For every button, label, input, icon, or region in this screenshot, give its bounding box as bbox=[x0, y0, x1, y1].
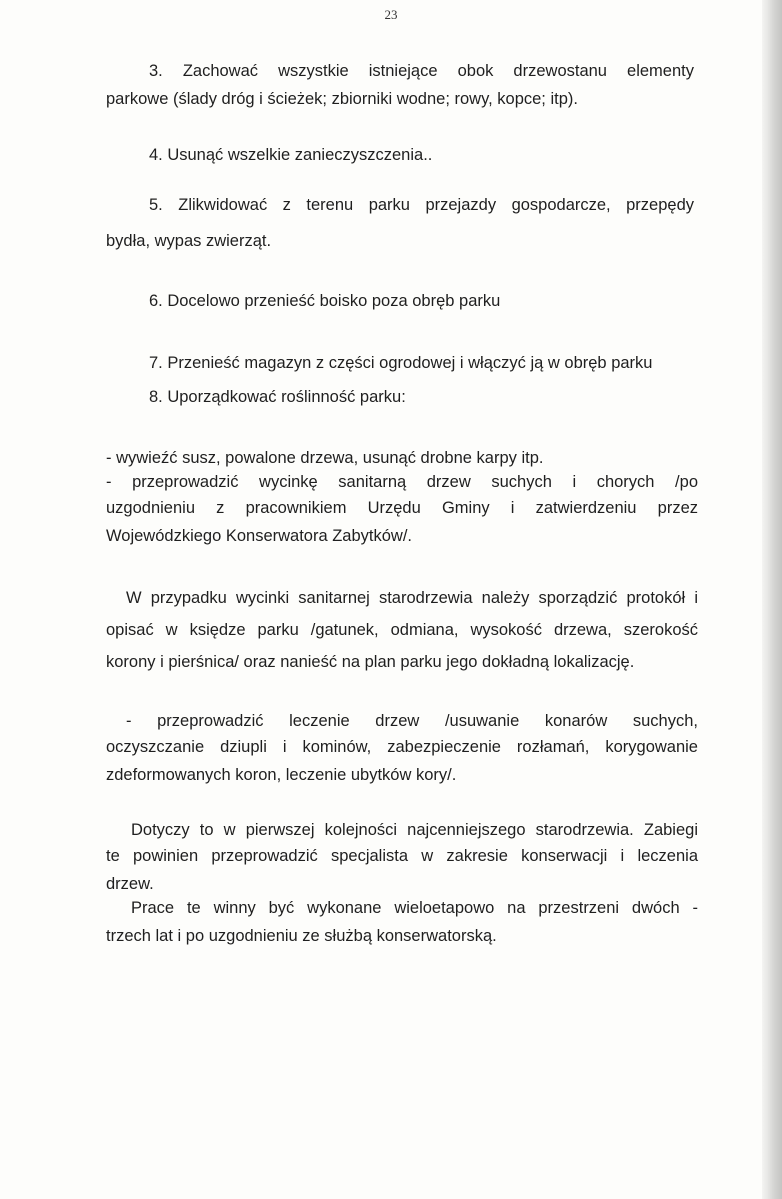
page-edge bbox=[762, 0, 782, 1199]
text-line: Prace te winny być wykonane wieloetapowo na przestrzeni dwóch - bbox=[131, 899, 698, 917]
text-line: parkowe (ślady dróg i ścieżek; zbiorniki wodne; rowy, kopce; itp). bbox=[106, 90, 578, 108]
text-line: W przypadku wycinki sanitarnej starodrzewia należy sporządzić protokół i bbox=[126, 589, 698, 607]
text-line: Wojewódzkiego Konserwatora Zabytków/. bbox=[106, 527, 413, 545]
text-line: 6. Docelowo przenieść boisko poza obręb parku bbox=[149, 292, 501, 310]
text-line: bydła, wypas zwierząt. bbox=[106, 232, 272, 250]
text-line: opisać w księdze parku /gatunek, odmiana, wysokość drzewa, szerokość bbox=[106, 621, 698, 639]
text-line: - przeprowadzić leczenie drzew /usuwanie konarów suchych, bbox=[126, 712, 698, 730]
text-line: oczyszczanie dziupli i kominów, zabezpieczenie rozłamań, korygowanie bbox=[106, 738, 698, 756]
text-line: te powinien przeprowadzić specjalista w zakresie konserwacji i leczenia bbox=[106, 847, 698, 865]
text-line: uzgodnieniu z pracownikiem Urzędu Gminy i zatwierdzeniu przez bbox=[106, 499, 698, 517]
text-line: zdeformowanych koron, leczenie ubytków kory/. bbox=[106, 766, 457, 784]
text-line: 5. Zlikwidować z terenu parku przejazdy gospodarcze, przepędy bbox=[149, 196, 694, 214]
text-line: - wywieźć susz, powalone drzewa, usunąć drobne karpy itp. bbox=[106, 449, 544, 467]
text-line: - przeprowadzić wycinkę sanitarną drzew suchych i chorych /po bbox=[106, 473, 698, 491]
text-line: drzew. bbox=[106, 875, 154, 893]
text-line: 3. Zachować wszystkie istniejące obok drzewostanu elementy bbox=[149, 62, 694, 80]
page-number: 23 bbox=[384, 7, 398, 22]
text-line: 4. Usunąć wszelkie zanieczyszczenia.. bbox=[149, 146, 433, 164]
text-line: korony i pierśnica/ oraz nanieść na plan parku jego dokładną lokalizację. bbox=[106, 653, 635, 671]
text-line: 7. Przenieść magazyn z części ogrodowej i włączyć ją w obręb parku bbox=[149, 354, 653, 372]
text-line: Dotyczy to w pierwszej kolejności najcenniejszego starodrzewia. Zabiegi bbox=[131, 821, 698, 839]
text-line: trzech lat i po uzgodnieniu ze służbą konserwatorską. bbox=[106, 927, 497, 945]
text-line: 8. Uporządkować roślinność parku: bbox=[149, 388, 406, 406]
